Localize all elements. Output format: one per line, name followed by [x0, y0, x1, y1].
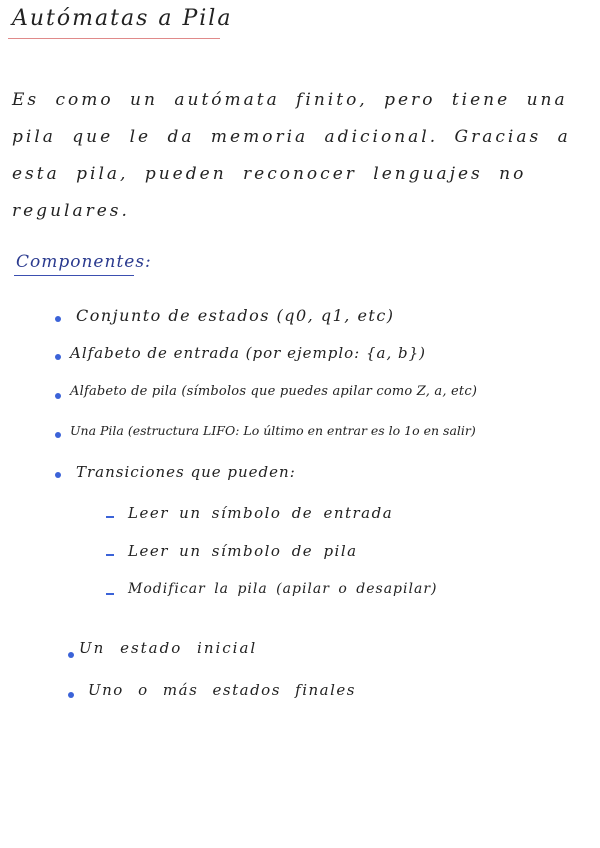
dash-icon — [106, 516, 114, 518]
intro-line-4: regulares. — [12, 201, 130, 221]
section-heading: Componentes: — [16, 252, 152, 272]
component-text: Conjunto de estados (q0, q1, etc) — [76, 306, 395, 325]
component-text: Transiciones que pueden: — [76, 463, 296, 481]
bullet-dot-icon — [55, 354, 61, 360]
list-item — [88, 681, 356, 699]
intro-paragraph — [12, 82, 572, 230]
list-item — [128, 542, 358, 560]
list-item — [128, 581, 437, 597]
intro-line-1: Es como un autómata finito, pero tiene una — [12, 90, 568, 110]
list-item — [70, 423, 476, 438]
component-text: Alfabeto de entrada (por ejemplo: {a, b}) — [70, 344, 426, 362]
title-underline — [8, 38, 220, 39]
list-item — [70, 384, 477, 399]
extra-text: Un estado inicial — [79, 639, 258, 657]
list-item — [76, 306, 395, 325]
component-text: Una Pila (estructura LIFO: Lo último en entrar es lo 1o en salir) — [70, 423, 476, 438]
list-item — [128, 504, 393, 522]
page-title: Autómatas a Pila — [12, 6, 233, 31]
list-item — [79, 639, 257, 657]
bullet-dot-icon — [68, 692, 74, 698]
intro-line-3: esta pila, pueden reconocer lenguajes no — [12, 164, 527, 184]
bullet-dot-icon — [68, 652, 74, 658]
transition-text: Leer un símbolo de pila — [128, 542, 358, 560]
list-item — [76, 463, 296, 481]
component-text: Alfabeto de pila (símbolos que puedes apilar como Z, a, etc) — [70, 384, 478, 399]
bullet-dot-icon — [55, 472, 61, 478]
transition-text: Leer un símbolo de entrada — [128, 504, 394, 522]
dash-icon — [106, 554, 114, 556]
bullet-dot-icon — [55, 316, 61, 322]
intro-line-2: pila que le da memoria adicional. Gracias a — [12, 127, 571, 147]
bullet-dot-icon — [55, 432, 61, 438]
list-item — [70, 344, 426, 362]
dash-icon — [106, 593, 114, 595]
transition-text: Modificar la pila (apilar o desapilar) — [128, 581, 438, 597]
extra-text: Uno o más estados finales — [88, 681, 357, 699]
bullet-dot-icon — [55, 393, 61, 399]
section-underline — [14, 275, 134, 276]
